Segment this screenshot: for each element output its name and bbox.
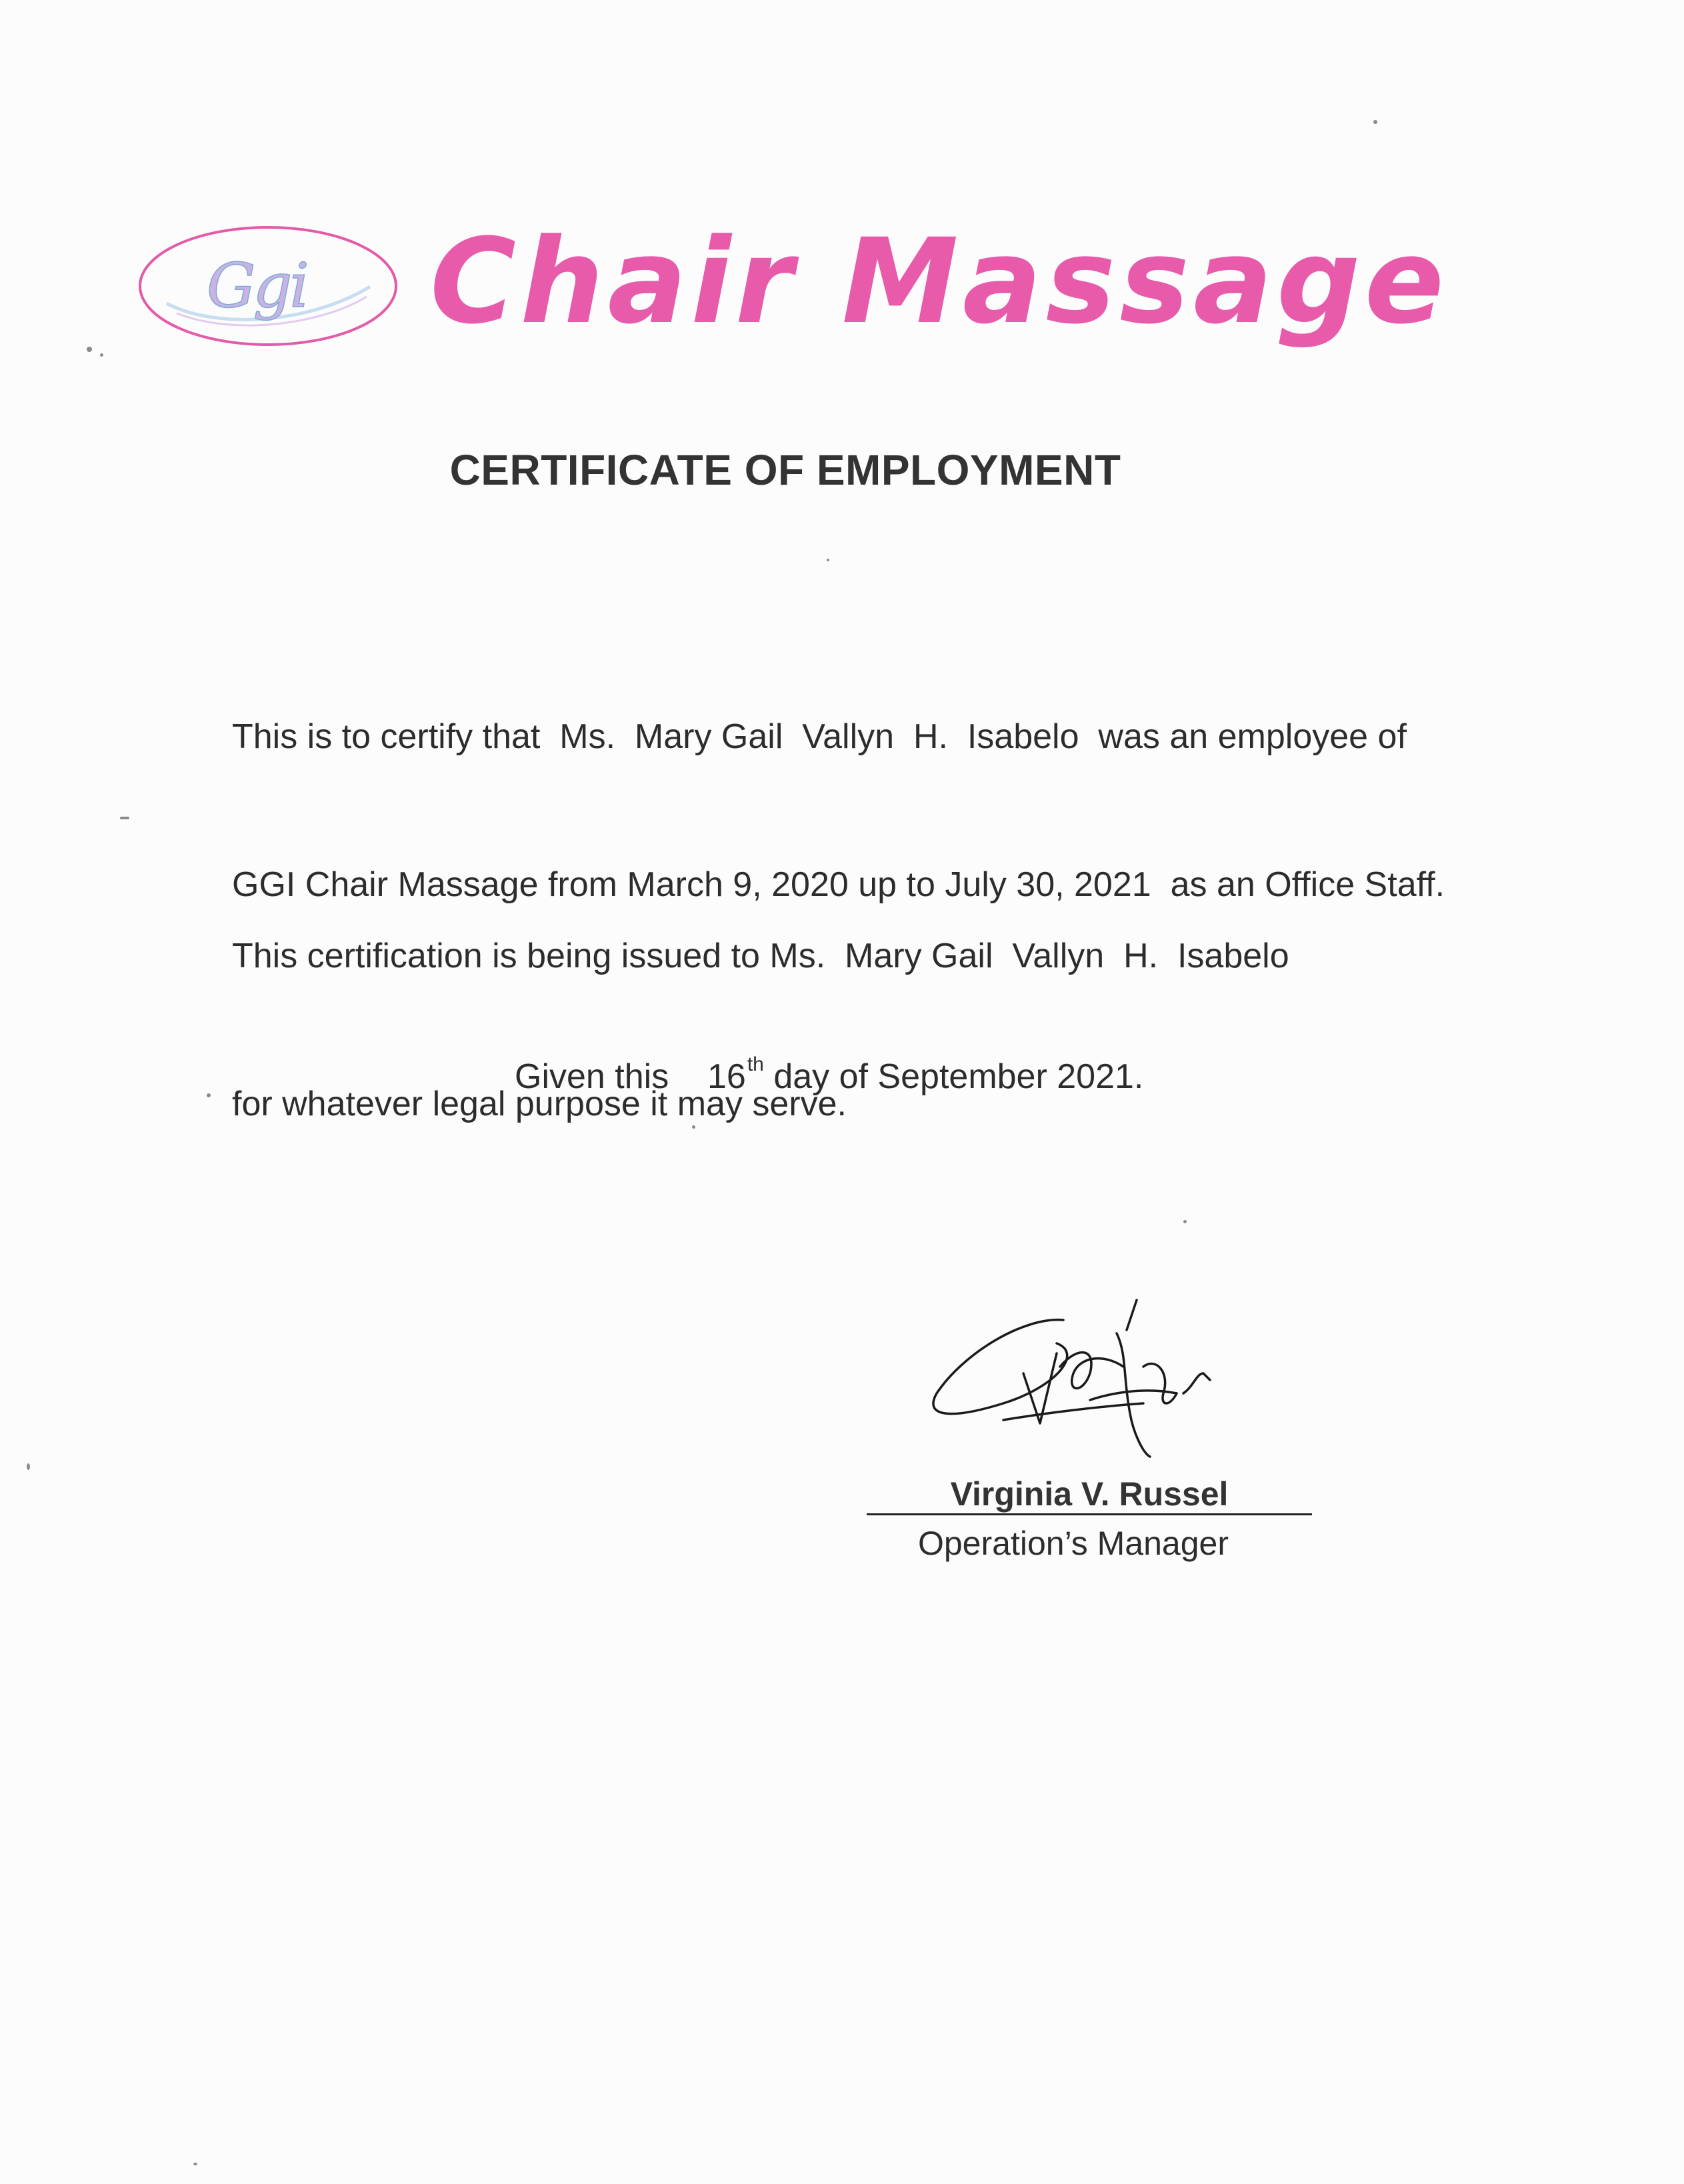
brand-wordmark-svg [430,205,1449,385]
issue-date-rest: day of September 2021. [763,1057,1144,1096]
signature-scribble [923,1293,1230,1460]
paragraph-line: This certification is being issued to Ms. Mary Gail Vallyn H. Isabelo [232,937,1289,975]
paragraph-line: This is to certify that Ms. Mary Gail Vallyn H. Isabelo was an employee of [232,717,1407,756]
signatory-name: Virginia V. Russel [950,1475,1229,1513]
paragraph-line: for whatever legal purpose it may serve. [232,1085,847,1123]
scan-speck [87,347,92,352]
signature-line [867,1513,1312,1515]
scan-speck [1183,1220,1187,1223]
document-title: CERTIFICATE OF EMPLOYMENT [449,446,1121,494]
logo-emblem [137,223,400,349]
issue-date-prefix: Given this 16 [515,1057,746,1096]
scan-speck [193,2163,197,2165]
scan-speck [120,817,129,819]
signatory-role: Operation’s Manager [917,1525,1229,1562]
scan-speck [827,559,829,561]
scan-speck [692,1125,695,1129]
scan-speck [27,1463,30,1470]
logo-oval-icon [137,223,400,349]
issue-date [515,1053,1143,1097]
scan-speck [100,353,103,357]
signature-icon [923,1293,1230,1460]
logo-text: Ggi [207,250,307,321]
scan-speck [1373,120,1377,124]
ordinal-suffix: th [747,1053,764,1075]
brand-wordmark [430,205,1449,385]
scan-speck [207,1093,211,1097]
brand-name: Chair Massage [430,213,1449,350]
paragraph-line: GGI Chair Massage from March 9, 2020 up to July 30, 2021 as an Office Staff. [232,865,1445,904]
purpose-paragraph [232,833,1289,1227]
